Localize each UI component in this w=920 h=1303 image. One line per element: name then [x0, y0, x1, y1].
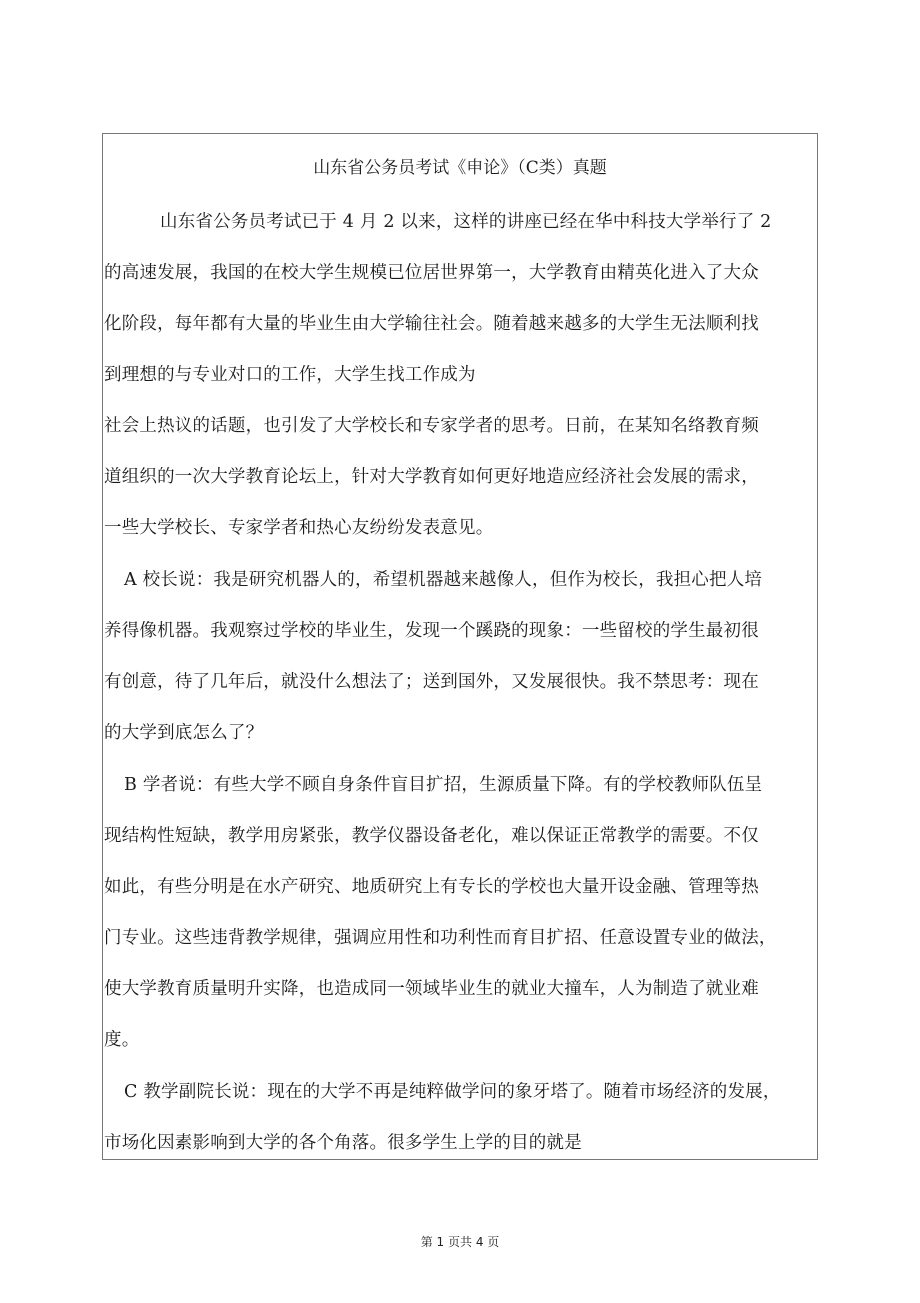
paragraph-line: 门专业。这些违背教学规律，强调应用性和功利性而育目扩招、任意设置专业的做法，: [104, 928, 777, 948]
paragraph-line: 有创意，待了几年后，就没什么想法了；送到国外，又发展很快。我不禁思考：现在: [104, 672, 759, 692]
paragraph-line: 化阶段，每年都有大量的毕业生由大学输往社会。随着越来越多的大学生无法顺利找: [104, 314, 759, 334]
paragraph-line: 山东省公务员考试已于 4 月 2 以来，这样的讲座已经在华中科技大学举行了 2: [160, 212, 772, 232]
paragraph-line: 度。: [104, 1030, 140, 1050]
paragraph-line: 如此，有些分明是在水产研究、地质研究上有专长的学校也大量开设金融、管理等热: [104, 877, 759, 897]
paragraph-line: 到理想的与专业对口的工作，大学生找工作成为: [104, 365, 476, 385]
paragraph-line: 的大学到底怎么了？: [104, 723, 264, 743]
paragraph-line: C 教学副院长说：现在的大学不再是纯粹做学问的象牙塔了。随着市场经济的发展，: [124, 1082, 781, 1102]
paragraph-line: 一些大学校长、专家学者和热心友纷纷发表意见。: [104, 518, 494, 538]
paragraph-line: A 校长说：我是研究机器人的，希望机器越来越像人，但作为校长，我担心把人培: [124, 570, 763, 590]
paragraph-line: 养得像机器。我观察过学校的毕业生，发现一个蹊跷的现象：一些留校的学生最初很: [104, 621, 759, 641]
document-title: 山东省公务员考试《申论》（C类）真题: [313, 158, 607, 178]
document-frame: [102, 133, 818, 1160]
paragraph-line: 市场化因素影响到大学的各个角落。很多学生上学的目的就是: [104, 1133, 582, 1153]
paragraph-line: 社会上热议的话题，也引发了大学校长和专家学者的思考。日前，在某知名络教育频: [104, 416, 759, 436]
paragraph-line: 的高速发展，我国的在校大学生规模已位居世界第一，大学教育由精英化进入了大众: [104, 263, 759, 283]
paragraph-line: 现结构性短缺，教学用房紧张，教学仪器设备老化，难以保证正常教学的需要。不仅: [104, 826, 759, 846]
paragraph-line: B 学者说：有些大学不顾自身条件盲目扩招，生源质量下降。有的学校教师队伍呈: [124, 775, 763, 795]
page-number: 第 1 页共 4 页: [420, 1235, 500, 1249]
paragraph-line: 道组织的一次大学教育论坛上，针对大学教育如何更好地造应经济社会发展的需求，: [104, 467, 759, 487]
paragraph-line: 使大学教育质量明升实降，也造成同一领域毕业生的就业大撞车，人为制造了就业难: [104, 979, 759, 999]
